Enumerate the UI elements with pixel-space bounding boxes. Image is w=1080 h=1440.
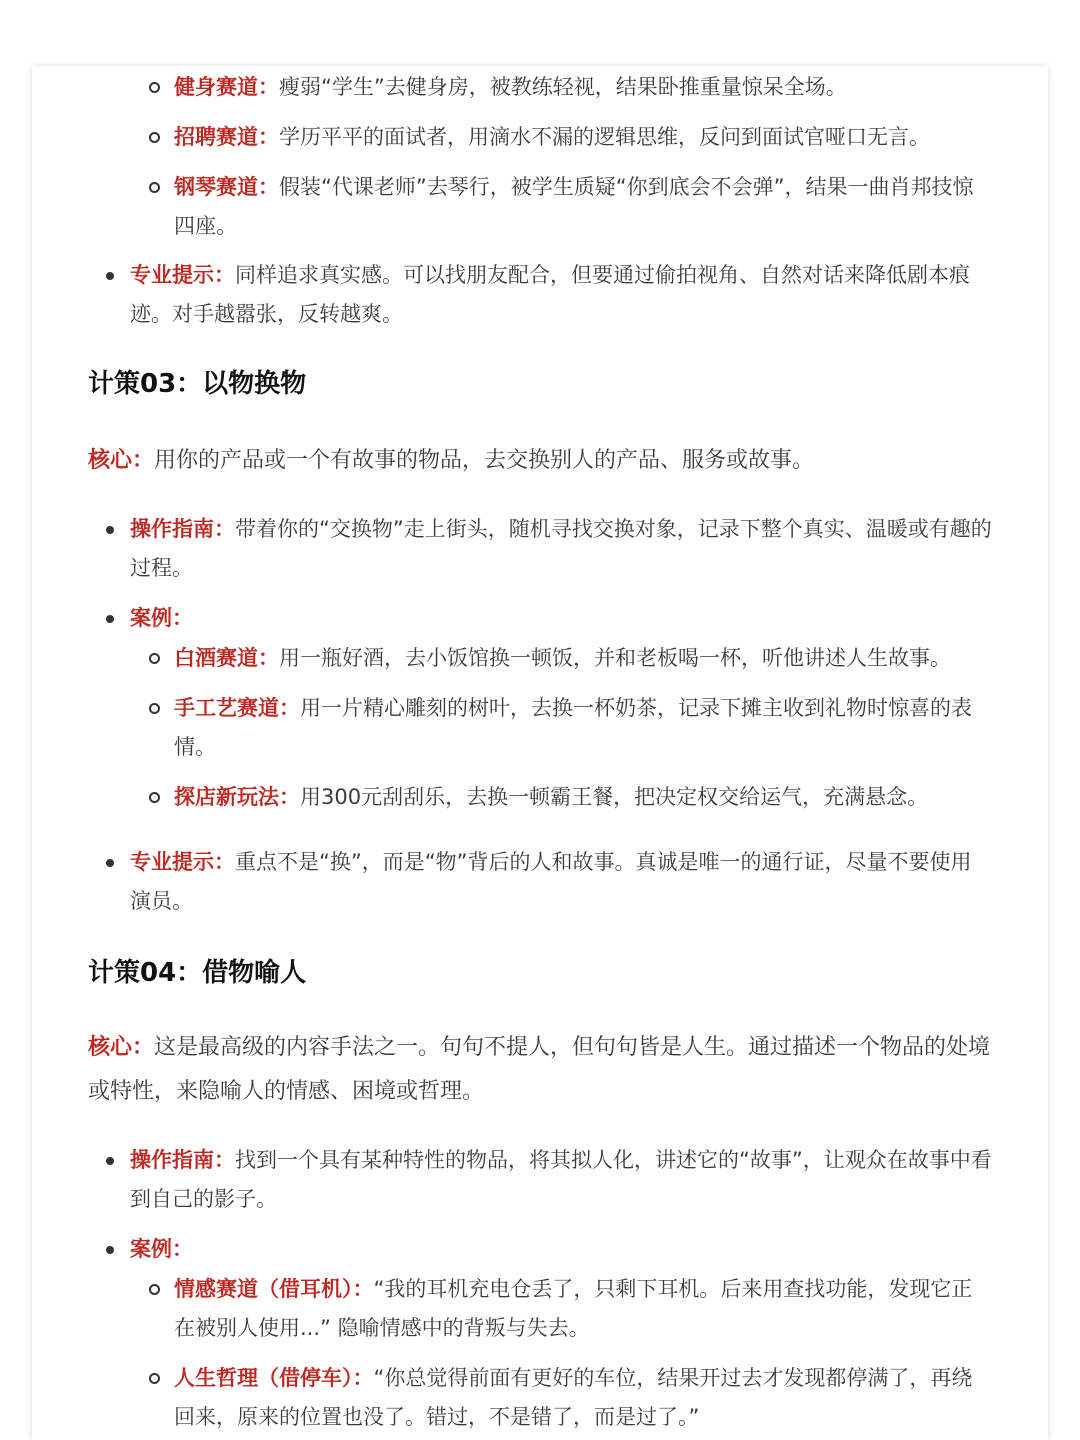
section4-list	[88, 1141, 992, 1437]
guide-text: 带着你的“交换物”走上街头，随机寻找交换对象，记录下整个真实、温暖或有趣的过程。	[130, 517, 992, 580]
core-text: 用你的产品或一个有故事的物品，去交换别人的产品、服务或故事。	[154, 448, 815, 473]
section-heading: 计策04：借物喻人	[88, 958, 307, 988]
list-item	[88, 639, 992, 678]
guide-text: 找到一个具有某种特性的物品，将其拟人化，讲述它的“故事”，让观众在故事中看到自己的影子。	[130, 1148, 992, 1211]
guide-item	[88, 1141, 992, 1219]
guide-label: 操作指南：	[130, 1148, 235, 1172]
core-paragraph	[88, 1026, 992, 1114]
section3-list	[88, 510, 992, 921]
core-paragraph	[88, 439, 992, 483]
list-item	[88, 168, 992, 246]
case-text: 用一片精心雕刻的树叶，去换一杯奶茶，记录下摊主收到礼物时惊喜的表情。	[174, 696, 972, 759]
core-label: 核心：	[88, 1035, 155, 1060]
cases-label: 案例：	[130, 1237, 193, 1261]
case-text: “你总觉得前面有更好的车位，结果开过去才发现都停满了，再绕回来，原来的位置也没了。错过，不是错了，而是过了。”	[174, 1366, 973, 1429]
list-item	[88, 1270, 992, 1348]
list-item	[88, 118, 992, 157]
case-label: 手工艺赛道：	[174, 696, 300, 720]
pro-tip	[88, 256, 992, 334]
tip-text: 重点不是“换”，而是“物”背后的人和故事。真诚是唯一的通行证，尽量不要使用演员。	[130, 850, 972, 913]
core-text: 这是最高级的内容手法之一。句句不提人，但句句皆是人生。通过描述一个物品的处境或特性，来隐喻人的情感、困境或哲理。	[88, 1035, 991, 1104]
case-text: “我的耳机充电仓丢了，只剩下耳机。后来用查找功能，发现它正在被别人使用...” 隐喻情感中的背叛与失去。	[174, 1277, 973, 1340]
section-heading: 计策03：以物换物	[88, 369, 307, 399]
guide-label: 操作指南：	[130, 517, 235, 541]
case-text: 用一瓶好酒，去小饭馆换一顿饭，并和老板喝一杯，听他讲述人生故事。	[279, 646, 951, 670]
case-label: 探店新玩法：	[174, 785, 300, 809]
tip-text: 同样追求真实感。可以找朋友配合，但要通过偷拍视角、自然对话来降低剧本痕迹。对手越嚣张，反转越爽。	[130, 263, 970, 326]
list-item	[88, 68, 992, 107]
cases-item	[88, 599, 992, 638]
case-text: 假装“代课老师”去琴行，被学生质疑“你到底会不会弹”，结果一曲肖邦技惊四座。	[174, 175, 974, 238]
cases-label: 案例：	[130, 606, 193, 630]
case-label: 招聘赛道：	[174, 125, 279, 149]
list-item	[88, 1359, 992, 1437]
case-text: 瘦弱“学生”去健身房，被教练轻视，结果卧推重量惊呆全场。	[279, 75, 847, 99]
pro-tip	[88, 843, 992, 921]
guide-item	[88, 510, 992, 588]
case-label: 情感赛道（借耳机）：	[174, 1277, 374, 1301]
case-label: 人生哲理（借停车）：	[174, 1366, 374, 1390]
cases-item	[88, 1230, 992, 1269]
list-item	[88, 778, 992, 817]
case-label: 健身赛道：	[174, 75, 279, 99]
case-label: 钢琴赛道：	[174, 175, 279, 199]
case-label: 白酒赛道：	[174, 646, 279, 670]
tip-label: 专业提示：	[130, 263, 235, 287]
page-top-band	[0, 0, 1080, 66]
case-text: 用300元刮刮乐，去换一顿霸王餐，把决定权交给运气，充满悬念。	[300, 785, 929, 809]
core-label: 核心：	[88, 448, 155, 473]
article-card	[32, 66, 1048, 1440]
top-case-list	[88, 66, 992, 334]
list-item	[88, 689, 992, 767]
case-text: 学历平平的面试者，用滴水不漏的逻辑思维，反问到面试官哑口无言。	[279, 125, 930, 149]
tip-label: 专业提示：	[130, 850, 235, 874]
